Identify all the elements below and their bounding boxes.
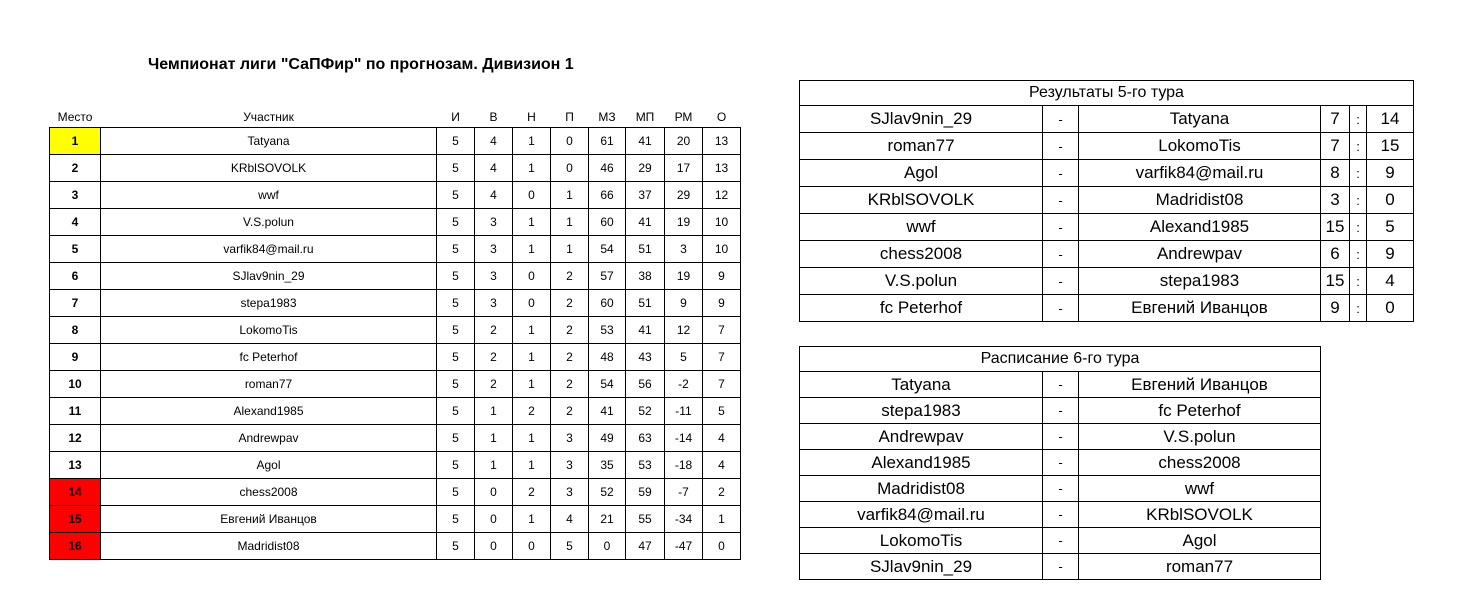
cell-draws: 0 xyxy=(513,290,551,317)
table-row xyxy=(50,398,741,425)
cell-losses: 5 xyxy=(551,533,589,560)
cell-home-score: 3 xyxy=(1321,187,1350,214)
cell-away-player: Alexand1985 xyxy=(1079,214,1321,241)
cell-place: 2 xyxy=(50,155,101,182)
cell-score-colon: : xyxy=(1350,187,1367,214)
cell-home-score: 7 xyxy=(1321,106,1350,133)
cell-home-player: chess2008 xyxy=(800,241,1043,268)
cell-goal-diff: -34 xyxy=(665,506,703,533)
cell-away-player: V.S.polun xyxy=(1079,424,1321,450)
cell-losses: 2 xyxy=(551,290,589,317)
cell-away-player: wwf xyxy=(1079,476,1321,502)
cell-points: 7 xyxy=(703,317,741,344)
table-row xyxy=(50,425,741,452)
table-row xyxy=(50,209,741,236)
cell-goals-for: 57 xyxy=(589,263,626,290)
cell-home-player: Tatyana xyxy=(800,372,1043,398)
cell-goal-diff: 5 xyxy=(665,344,703,371)
cell-away-player: roman77 xyxy=(1079,554,1321,580)
table-row xyxy=(800,133,1414,160)
cell-points: 0 xyxy=(703,533,741,560)
cell-goal-diff: -11 xyxy=(665,398,703,425)
table-row xyxy=(50,506,741,533)
cell-home-player: KRblSOVOLK xyxy=(800,187,1043,214)
cell-draws: 1 xyxy=(513,236,551,263)
cell-draws: 0 xyxy=(513,263,551,290)
cell-goals-for: 0 xyxy=(589,533,626,560)
cell-away-player: chess2008 xyxy=(1079,450,1321,476)
cell-losses: 2 xyxy=(551,398,589,425)
cell-losses: 3 xyxy=(551,452,589,479)
cell-separator: - xyxy=(1043,372,1079,398)
cell-goals-against: 53 xyxy=(626,452,665,479)
header-losses: П xyxy=(565,110,574,124)
cell-score-colon: : xyxy=(1350,295,1367,322)
cell-losses: 1 xyxy=(551,209,589,236)
cell-away-score: 14 xyxy=(1367,106,1414,133)
cell-participant: Agol xyxy=(101,452,437,479)
cell-points: 9 xyxy=(703,263,741,290)
cell-score-colon: : xyxy=(1350,133,1367,160)
table-row xyxy=(50,263,741,290)
cell-home-player: Alexand1985 xyxy=(800,450,1043,476)
cell-away-player: Евгений Иванцов xyxy=(1079,372,1321,398)
cell-away-player: Tatyana xyxy=(1079,106,1321,133)
cell-wins: 3 xyxy=(475,209,513,236)
cell-losses: 2 xyxy=(551,317,589,344)
cell-goals-for: 54 xyxy=(589,236,626,263)
cell-goals-against: 41 xyxy=(626,317,665,344)
table-row xyxy=(50,533,741,560)
cell-draws: 1 xyxy=(513,344,551,371)
cell-home-player: fc Peterhof xyxy=(800,295,1043,322)
cell-goals-for: 60 xyxy=(589,290,626,317)
cell-separator: - xyxy=(1043,133,1079,160)
cell-home-player: SJlav9nin_29 xyxy=(800,554,1043,580)
table-row xyxy=(50,182,741,209)
cell-goals-against: 52 xyxy=(626,398,665,425)
table-row xyxy=(50,236,741,263)
table-row xyxy=(800,268,1414,295)
cell-participant: Евгений Иванцов xyxy=(101,506,437,533)
cell-home-score: 6 xyxy=(1321,241,1350,268)
table-row xyxy=(50,128,741,155)
cell-goal-diff: -2 xyxy=(665,371,703,398)
cell-place: 3 xyxy=(50,182,101,209)
cell-away-player: varfik84@mail.ru xyxy=(1079,160,1321,187)
cell-goals-for: 41 xyxy=(589,398,626,425)
cell-participant: Madridist08 xyxy=(101,533,437,560)
cell-points: 4 xyxy=(703,452,741,479)
table-row xyxy=(800,398,1321,424)
cell-draws: 0 xyxy=(513,182,551,209)
cell-games: 5 xyxy=(437,155,475,182)
cell-losses: 1 xyxy=(551,236,589,263)
cell-separator: - xyxy=(1043,214,1079,241)
cell-games: 5 xyxy=(437,236,475,263)
cell-goals-against: 51 xyxy=(626,236,665,263)
cell-goals-against: 29 xyxy=(626,155,665,182)
table-row xyxy=(800,424,1321,450)
cell-goals-against: 56 xyxy=(626,371,665,398)
cell-goals-for: 35 xyxy=(589,452,626,479)
cell-away-score: 9 xyxy=(1367,241,1414,268)
cell-goals-for: 21 xyxy=(589,506,626,533)
cell-away-player: Andrewpav xyxy=(1079,241,1321,268)
cell-games: 5 xyxy=(437,317,475,344)
cell-goals-against: 41 xyxy=(626,128,665,155)
cell-home-player: LokomoTis xyxy=(800,528,1043,554)
cell-place: 13 xyxy=(50,452,101,479)
cell-draws: 1 xyxy=(513,371,551,398)
cell-home-player: varfik84@mail.ru xyxy=(800,502,1043,528)
cell-separator: - xyxy=(1043,398,1079,424)
table-row xyxy=(50,479,741,506)
cell-score-colon: : xyxy=(1350,160,1367,187)
cell-away-score: 0 xyxy=(1367,295,1414,322)
cell-score-colon: : xyxy=(1350,268,1367,295)
cell-games: 5 xyxy=(437,128,475,155)
cell-separator: - xyxy=(1043,554,1079,580)
cell-participant: Tatyana xyxy=(101,128,437,155)
cell-score-colon: : xyxy=(1350,214,1367,241)
cell-wins: 2 xyxy=(475,371,513,398)
cell-participant: LokomoTis xyxy=(101,317,437,344)
cell-games: 5 xyxy=(437,425,475,452)
cell-draws: 1 xyxy=(513,128,551,155)
cell-place: 12 xyxy=(50,425,101,452)
table-row xyxy=(50,290,741,317)
cell-participant: Andrewpav xyxy=(101,425,437,452)
cell-home-player: Agol xyxy=(800,160,1043,187)
cell-games: 5 xyxy=(437,290,475,317)
header-wins: В xyxy=(489,110,498,124)
cell-separator: - xyxy=(1043,424,1079,450)
cell-losses: 0 xyxy=(551,128,589,155)
cell-place: 1 xyxy=(50,128,101,155)
cell-away-score: 0 xyxy=(1367,187,1414,214)
standings-header-row xyxy=(50,107,741,128)
cell-place: 16 xyxy=(50,533,101,560)
cell-losses: 2 xyxy=(551,371,589,398)
cell-place: 7 xyxy=(50,290,101,317)
header-participant: Участник xyxy=(243,110,294,124)
cell-wins: 4 xyxy=(475,155,513,182)
cell-away-player: KRblSOVOLK xyxy=(1079,502,1321,528)
cell-draws: 1 xyxy=(513,452,551,479)
cell-away-player: stepa1983 xyxy=(1079,268,1321,295)
cell-separator: - xyxy=(1043,241,1079,268)
table-row xyxy=(800,187,1414,214)
cell-points: 10 xyxy=(703,209,741,236)
cell-participant: stepa1983 xyxy=(101,290,437,317)
header-goals-against: МП xyxy=(635,110,655,124)
cell-games: 5 xyxy=(437,452,475,479)
cell-points: 13 xyxy=(703,128,741,155)
results-table xyxy=(799,80,1414,322)
cell-home-player: stepa1983 xyxy=(800,398,1043,424)
table-row xyxy=(50,155,741,182)
cell-away-score: 15 xyxy=(1367,133,1414,160)
cell-goals-for: 54 xyxy=(589,371,626,398)
cell-goals-against: 47 xyxy=(626,533,665,560)
cell-wins: 0 xyxy=(475,479,513,506)
cell-games: 5 xyxy=(437,398,475,425)
cell-place: 15 xyxy=(50,506,101,533)
cell-separator: - xyxy=(1043,187,1079,214)
cell-wins: 0 xyxy=(475,533,513,560)
cell-goals-against: 43 xyxy=(626,344,665,371)
cell-goal-diff: -7 xyxy=(665,479,703,506)
cell-participant: chess2008 xyxy=(101,479,437,506)
cell-score-colon: : xyxy=(1350,106,1367,133)
table-row xyxy=(50,452,741,479)
cell-goal-diff: 19 xyxy=(665,263,703,290)
schedule-table xyxy=(799,346,1321,580)
cell-home-score: 8 xyxy=(1321,160,1350,187)
cell-wins: 3 xyxy=(475,236,513,263)
cell-home-player: SJlav9nin_29 xyxy=(800,106,1043,133)
cell-separator: - xyxy=(1043,450,1079,476)
cell-participant: wwf xyxy=(101,182,437,209)
cell-participant: varfik84@mail.ru xyxy=(101,236,437,263)
cell-home-score: 7 xyxy=(1321,133,1350,160)
cell-goals-for: 60 xyxy=(589,209,626,236)
cell-points: 7 xyxy=(703,371,741,398)
cell-points: 4 xyxy=(703,425,741,452)
table-row xyxy=(800,160,1414,187)
cell-place: 4 xyxy=(50,209,101,236)
cell-goals-for: 66 xyxy=(589,182,626,209)
cell-points: 10 xyxy=(703,236,741,263)
cell-wins: 1 xyxy=(475,425,513,452)
cell-losses: 3 xyxy=(551,425,589,452)
cell-wins: 1 xyxy=(475,398,513,425)
header-points: О xyxy=(716,110,727,124)
cell-separator: - xyxy=(1043,476,1079,502)
cell-away-player: Agol xyxy=(1079,528,1321,554)
cell-wins: 4 xyxy=(475,182,513,209)
table-row xyxy=(800,450,1321,476)
cell-separator: - xyxy=(1043,106,1079,133)
cell-goals-for: 61 xyxy=(589,128,626,155)
results-title-row xyxy=(800,81,1414,106)
cell-home-player: Andrewpav xyxy=(800,424,1043,450)
cell-wins: 2 xyxy=(475,344,513,371)
cell-draws: 1 xyxy=(513,155,551,182)
table-row xyxy=(800,372,1321,398)
cell-points: 9 xyxy=(703,290,741,317)
cell-draws: 1 xyxy=(513,506,551,533)
cell-goal-diff: -47 xyxy=(665,533,703,560)
cell-place: 11 xyxy=(50,398,101,425)
cell-place: 6 xyxy=(50,263,101,290)
cell-away-player: fc Peterhof xyxy=(1079,398,1321,424)
cell-goal-diff: -18 xyxy=(665,452,703,479)
table-row xyxy=(800,214,1414,241)
cell-goals-for: 48 xyxy=(589,344,626,371)
cell-goals-for: 52 xyxy=(589,479,626,506)
cell-goals-for: 46 xyxy=(589,155,626,182)
cell-goal-diff: 19 xyxy=(665,209,703,236)
table-row xyxy=(800,295,1414,322)
cell-place: 5 xyxy=(50,236,101,263)
table-row xyxy=(800,106,1414,133)
cell-home-score: 15 xyxy=(1321,268,1350,295)
cell-games: 5 xyxy=(437,263,475,290)
cell-losses: 1 xyxy=(551,182,589,209)
cell-home-player: V.S.polun xyxy=(800,268,1043,295)
header-goals-for: МЗ xyxy=(598,110,616,124)
cell-games: 5 xyxy=(437,506,475,533)
cell-draws: 1 xyxy=(513,209,551,236)
cell-losses: 0 xyxy=(551,155,589,182)
cell-goal-diff: 3 xyxy=(665,236,703,263)
cell-points: 7 xyxy=(703,344,741,371)
table-row xyxy=(800,476,1321,502)
cell-participant: Alexand1985 xyxy=(101,398,437,425)
cell-goals-against: 59 xyxy=(626,479,665,506)
cell-goal-diff: 17 xyxy=(665,155,703,182)
cell-participant: fc Peterhof xyxy=(101,344,437,371)
table-row xyxy=(50,344,741,371)
cell-losses: 2 xyxy=(551,263,589,290)
cell-draws: 1 xyxy=(513,425,551,452)
cell-goal-diff: 29 xyxy=(665,182,703,209)
cell-losses: 4 xyxy=(551,506,589,533)
cell-away-score: 9 xyxy=(1367,160,1414,187)
results-title: Результаты 5-го тура xyxy=(800,81,1414,106)
cell-games: 5 xyxy=(437,209,475,236)
cell-games: 5 xyxy=(437,182,475,209)
cell-separator: - xyxy=(1043,268,1079,295)
cell-points: 13 xyxy=(703,155,741,182)
standings-table xyxy=(49,107,741,560)
schedule-title: Расписание 6-го тура xyxy=(800,347,1321,372)
cell-goals-for: 49 xyxy=(589,425,626,452)
cell-away-player: Madridist08 xyxy=(1079,187,1321,214)
cell-place: 10 xyxy=(50,371,101,398)
cell-wins: 0 xyxy=(475,506,513,533)
table-row xyxy=(800,554,1321,580)
cell-losses: 3 xyxy=(551,479,589,506)
cell-home-player: Madridist08 xyxy=(800,476,1043,502)
cell-draws: 2 xyxy=(513,398,551,425)
cell-wins: 3 xyxy=(475,290,513,317)
cell-goals-against: 51 xyxy=(626,290,665,317)
cell-goals-against: 63 xyxy=(626,425,665,452)
cell-goals-for: 53 xyxy=(589,317,626,344)
cell-wins: 1 xyxy=(475,452,513,479)
cell-score-colon: : xyxy=(1350,241,1367,268)
page-title: Чемпионат лиги "СаПФир" по прогнозам. Дивизион 1 xyxy=(148,56,574,73)
cell-participant: KRblSOVOLK xyxy=(101,155,437,182)
cell-participant: SJlav9nin_29 xyxy=(101,263,437,290)
header-draws: Н xyxy=(527,110,536,124)
header-place: Место xyxy=(57,110,93,124)
cell-draws: 2 xyxy=(513,479,551,506)
cell-draws: 1 xyxy=(513,317,551,344)
cell-home-player: wwf xyxy=(800,214,1043,241)
cell-wins: 2 xyxy=(475,317,513,344)
cell-goal-diff: -14 xyxy=(665,425,703,452)
cell-wins: 3 xyxy=(475,263,513,290)
cell-goals-against: 38 xyxy=(626,263,665,290)
table-row xyxy=(50,317,741,344)
cell-games: 5 xyxy=(437,344,475,371)
cell-points: 2 xyxy=(703,479,741,506)
cell-games: 5 xyxy=(437,533,475,560)
cell-home-score: 15 xyxy=(1321,214,1350,241)
cell-place: 8 xyxy=(50,317,101,344)
cell-away-player: Евгений Иванцов xyxy=(1079,295,1321,322)
cell-goal-diff: 12 xyxy=(665,317,703,344)
table-row xyxy=(800,241,1414,268)
schedule-title-row xyxy=(800,347,1321,372)
cell-points: 1 xyxy=(703,506,741,533)
cell-goal-diff: 9 xyxy=(665,290,703,317)
table-row xyxy=(800,528,1321,554)
cell-separator: - xyxy=(1043,502,1079,528)
cell-separator: - xyxy=(1043,295,1079,322)
cell-participant: roman77 xyxy=(101,371,437,398)
cell-participant: V.S.polun xyxy=(101,209,437,236)
cell-points: 5 xyxy=(703,398,741,425)
cell-separator: - xyxy=(1043,528,1079,554)
cell-goals-against: 41 xyxy=(626,209,665,236)
table-row xyxy=(50,371,741,398)
cell-goal-diff: 20 xyxy=(665,128,703,155)
cell-away-score: 5 xyxy=(1367,214,1414,241)
header-games: И xyxy=(451,110,460,124)
cell-goals-against: 55 xyxy=(626,506,665,533)
cell-goals-against: 37 xyxy=(626,182,665,209)
cell-draws: 0 xyxy=(513,533,551,560)
cell-home-player: roman77 xyxy=(800,133,1043,160)
cell-games: 5 xyxy=(437,371,475,398)
cell-wins: 4 xyxy=(475,128,513,155)
cell-away-score: 4 xyxy=(1367,268,1414,295)
cell-place: 9 xyxy=(50,344,101,371)
cell-place: 14 xyxy=(50,479,101,506)
header-goal-diff: РМ xyxy=(674,110,693,124)
cell-points: 12 xyxy=(703,182,741,209)
cell-home-score: 9 xyxy=(1321,295,1350,322)
cell-games: 5 xyxy=(437,479,475,506)
cell-separator: - xyxy=(1043,160,1079,187)
cell-away-player: LokomoTis xyxy=(1079,133,1321,160)
cell-losses: 2 xyxy=(551,344,589,371)
table-row xyxy=(800,502,1321,528)
